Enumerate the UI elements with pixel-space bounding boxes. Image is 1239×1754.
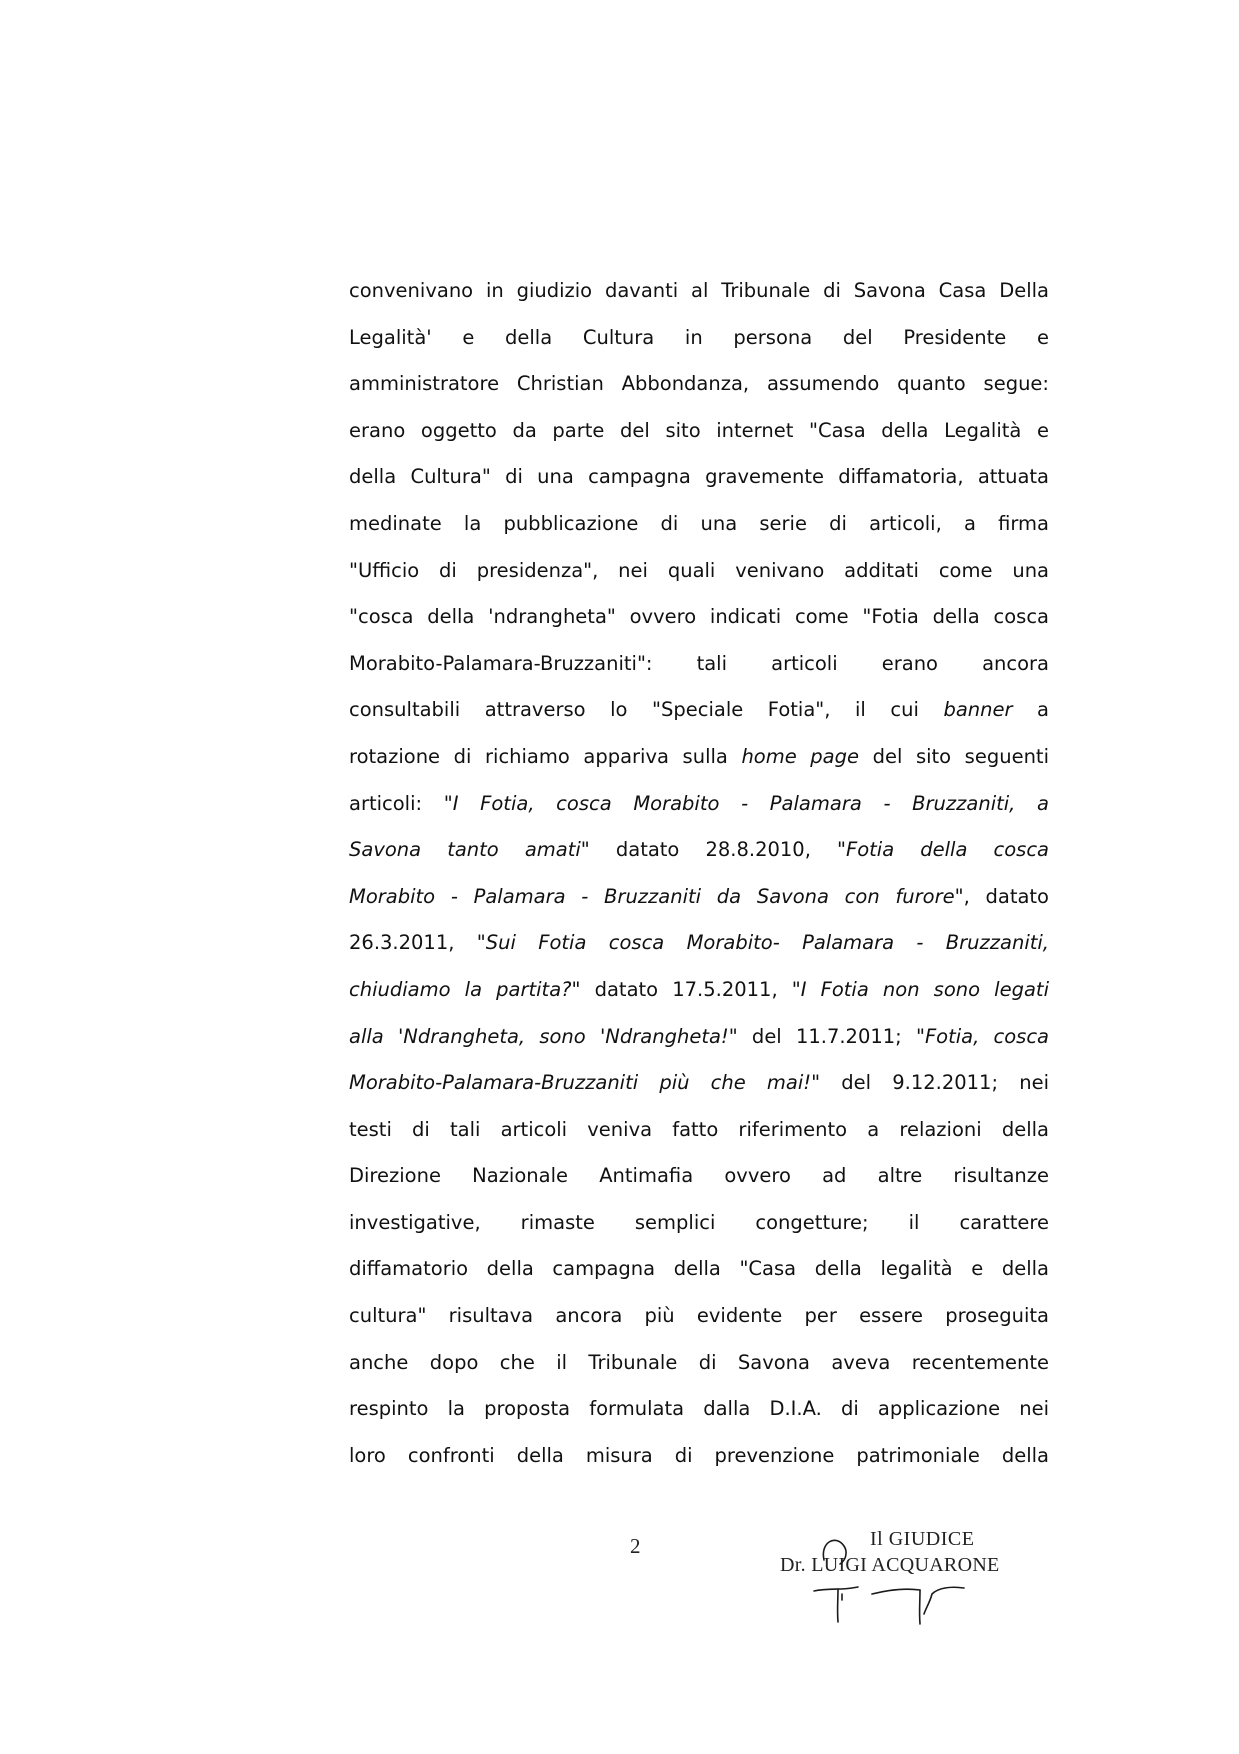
text-line [349, 594, 1049, 641]
text-line [349, 1340, 1049, 1387]
text-segment: ", datato [954, 884, 1049, 908]
judge-title: Il GIUDICE [870, 1528, 975, 1550]
text-segment: Morabito-Palamara-Bruzzaniti": tali articoli erano ancora [349, 651, 1049, 675]
text-line [349, 1060, 1049, 1107]
page-number: 2 [630, 1534, 641, 1558]
document-body [349, 268, 1049, 1479]
text-line [349, 641, 1049, 688]
text-segment: " del 11.7.2011; " [728, 1024, 925, 1048]
text-segment: " datato 28.8.2010, " [580, 838, 846, 862]
text-segment: testi di tali articoli veniva fatto riferimento a relazioni della [349, 1117, 1049, 1141]
italic-text-segment: Morabito-Palamara-Bruzzaniti più che mai! [349, 1071, 812, 1095]
italic-text-segment: home page [741, 744, 859, 768]
text-segment: Direzione Nazionale Antimafia ovvero ad altre risultanze [349, 1164, 1049, 1188]
text-line [349, 501, 1049, 548]
text-line [349, 268, 1049, 315]
text-line [349, 1433, 1049, 1480]
italic-text-segment: Morabito - Palamara - Bruzzaniti da Savona con furore [349, 884, 955, 908]
judge-signature-block [780, 1528, 1060, 1638]
text-segment: articoli: " [349, 791, 453, 815]
text-line [349, 1386, 1049, 1433]
text-segment: rotazione di richiamo appariva sulla [349, 744, 742, 768]
text-line [349, 687, 1049, 734]
italic-text-segment: Fotia della cosca [845, 838, 1049, 862]
text-line [349, 1153, 1049, 1200]
text-segment: 26.3.2011, " [349, 931, 486, 955]
italic-text-segment: I Fotia non sono legati [800, 977, 1049, 1001]
text-segment: del sito seguenti [859, 744, 1049, 768]
text-line [349, 734, 1049, 781]
italic-text-segment: Savona tanto amati [349, 838, 581, 862]
text-line [349, 920, 1049, 967]
text-line [349, 454, 1049, 501]
text-segment: loro confronti della misura di prevenzione patrimoniale della [349, 1443, 1049, 1467]
text-line [349, 874, 1049, 921]
judge-name: Dr. LUIGI ACQUARONE [780, 1554, 1000, 1576]
text-segment: cultura" risultava ancora più evidente per essere proseguita [349, 1304, 1049, 1328]
text-segment: "cosca della 'ndrangheta" ovvero indicati come "Fotia della cosca [349, 605, 1049, 629]
text-segment: diffamatorio della campagna della "Casa della legalità e della [349, 1257, 1049, 1281]
text-line [349, 408, 1049, 455]
text-segment: medinate la pubblicazione di una serie di articoli, a firma [349, 511, 1049, 535]
text-line [349, 967, 1049, 1014]
text-segment: anche dopo che il Tribunale di Savona aveva recentemente [349, 1350, 1049, 1374]
text-line [349, 827, 1049, 874]
text-line [349, 1014, 1049, 1061]
text-segment: a [1012, 698, 1049, 722]
text-segment: consultabili attraverso lo "Speciale Fotia", il cui [349, 698, 944, 722]
text-line [349, 315, 1049, 362]
text-line [349, 781, 1049, 828]
text-line [349, 361, 1049, 408]
italic-text-segment: Fotia, cosca [924, 1024, 1049, 1048]
italic-text-segment: chiudiamo la partita? [349, 977, 572, 1001]
text-segment: convenivano in giudizio davanti al Tribunale di Savona Casa Della [349, 279, 1049, 302]
text-line [349, 1246, 1049, 1293]
text-segment: Legalità' e della Cultura in persona del Presidente e [349, 325, 1049, 349]
text-segment: erano oggetto da parte del sito internet "Casa della Legalità e [349, 418, 1049, 442]
text-segment: respinto la proposta formulata dalla D.I.A. di applicazione nei [349, 1397, 1049, 1421]
italic-text-segment: alla 'Ndrangheta, sono 'Ndrangheta! [349, 1024, 729, 1048]
text-line [349, 1293, 1049, 1340]
text-line [349, 548, 1049, 595]
italic-text-segment: banner [943, 698, 1013, 722]
text-line [349, 1200, 1049, 1247]
italic-text-segment: Sui Fotia cosca Morabito- Palamara - Bruzzaniti, [485, 931, 1049, 955]
text-line [349, 1107, 1049, 1154]
italic-text-segment: I Fotia, cosca Morabito - Palamara - Bruzzaniti, a [452, 791, 1049, 815]
text-segment: " datato 17.5.2011, " [571, 977, 801, 1001]
text-segment: "Ufficio di presidenza", nei quali venivano additati come una [349, 558, 1049, 582]
text-segment: investigative, rimaste semplici congetture; il carattere [349, 1210, 1049, 1234]
text-segment: " del 9.12.2011; nei [811, 1071, 1049, 1095]
text-segment: amministratore Christian Abbondanza, assumendo quanto segue: [349, 372, 1049, 396]
text-segment: della Cultura" di una campagna gravemente diffamatoria, attuata [349, 465, 1049, 489]
